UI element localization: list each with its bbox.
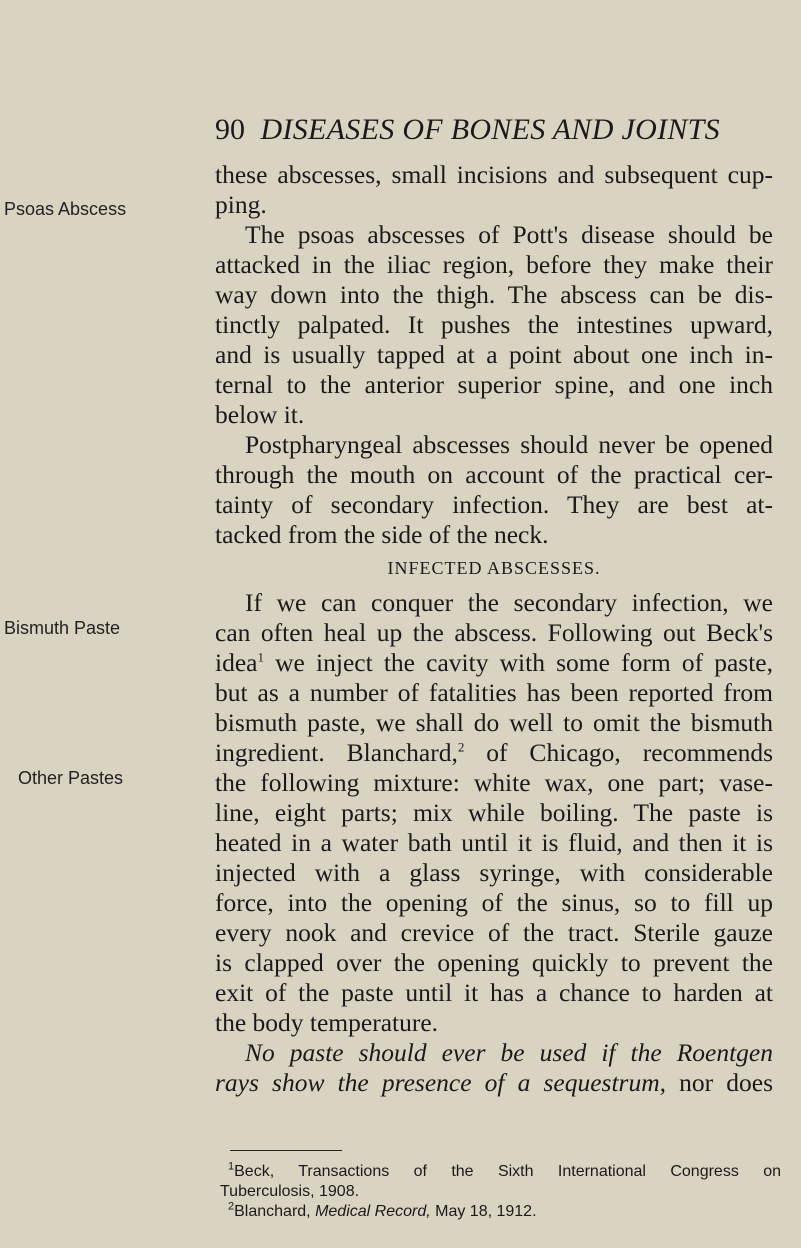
body-line: injected with a glass syringe, with considerable	[215, 858, 773, 887]
body-line-italic: No paste should ever be used if the Roentgen	[245, 1038, 773, 1067]
body-line: can often heal up the abscess. Following out Beck's	[215, 618, 773, 647]
text-run: ingredient. Blanchard,	[215, 738, 458, 767]
body-line: these abscesses, small incisions and subsequent cup-	[215, 160, 773, 189]
section-heading: INFECTED ABSCESSES.	[387, 558, 601, 578]
footnote-rule	[230, 1150, 342, 1151]
body-line: tacked from the side of the neck.	[215, 520, 549, 549]
body-line: bismuth paste, we shall do well to omit the bismuth	[215, 708, 773, 737]
body-line: If we can conquer the secondary infection, we	[245, 588, 773, 617]
footnote-mark: 2	[228, 1200, 235, 1213]
footnote-journal: Medical Record,	[315, 1203, 431, 1220]
sidenote-psoas-abscess: Psoas Abscess	[4, 199, 127, 219]
footnote-text: May 18, 1912.	[430, 1203, 537, 1220]
running-title: DISEASES OF BONES AND JOINTS	[260, 113, 720, 146]
footnote-mark: 1	[228, 1160, 235, 1173]
text-run: of Chicago, recommends	[464, 738, 773, 767]
page-number: 90	[215, 113, 245, 146]
footnote-ref-1: 1	[257, 649, 264, 665]
footnote-1	[228, 1162, 781, 1182]
sidenote-other-pastes: Other Pastes	[18, 768, 124, 788]
text-run: nor does	[666, 1068, 774, 1097]
text-run-italic: rays show the presence of a sequestrum,	[215, 1068, 667, 1097]
body-line: Postpharyngeal abscesses should never be opened	[245, 430, 773, 459]
body-line: the body temperature.	[215, 1008, 439, 1037]
body-line: ternal to the anterior superior spine, and one inch	[215, 370, 773, 399]
body-line: way down into the thigh. The abscess can be dis-	[215, 280, 773, 309]
body-line	[215, 1068, 773, 1098]
footnote-text: Beck, Transactions of the Sixth International Congress on	[234, 1163, 781, 1180]
body-line: and is usually tapped at a point about one inch in-	[215, 340, 773, 369]
footnote-ref-2: 2	[457, 739, 465, 755]
body-line: heated in a water bath until it is fluid, and then it is	[215, 828, 773, 857]
body-line: The psoas abscesses of Pott's disease should be	[245, 220, 773, 249]
sidenote-bismuth-paste: Bismuth Paste	[4, 618, 121, 638]
body-line: but as a number of fatalities has been reported from	[215, 678, 773, 707]
text-run: we inject the cavity with some form of paste,	[263, 648, 773, 677]
body-line: the following mixture: white wax, one part; vase-	[215, 768, 773, 797]
body-line: every nook and crevice of the tract. Sterile gauze	[215, 918, 773, 947]
body-line: force, into the opening of the sinus, so to fill up	[215, 888, 773, 917]
footnote-text: Blanchard,	[234, 1203, 316, 1220]
text-run: idea	[215, 648, 258, 677]
footnote-1-cont: Tuberculosis, 1908.	[220, 1183, 360, 1200]
body-line: through the mouth on account of the practical cer-	[215, 460, 773, 489]
body-line: tinctly palpated. It pushes the intestines upward,	[215, 310, 773, 339]
body-line: line, eight parts; mix while boiling. The paste is	[215, 798, 773, 827]
body-line: tainty of secondary infection. They are best at-	[215, 490, 773, 519]
body-line: ping.	[215, 190, 267, 219]
body-line: below it.	[215, 400, 305, 429]
running-header	[215, 112, 775, 148]
body-line: exit of the paste until it has a chance to harden at	[215, 978, 773, 1007]
body-line	[215, 738, 773, 768]
body-line: is clapped over the opening quickly to prevent the	[215, 948, 773, 977]
body-line	[215, 648, 773, 678]
footnote-2	[228, 1202, 788, 1222]
body-line: attacked in the iliac region, before they make their	[215, 250, 773, 279]
